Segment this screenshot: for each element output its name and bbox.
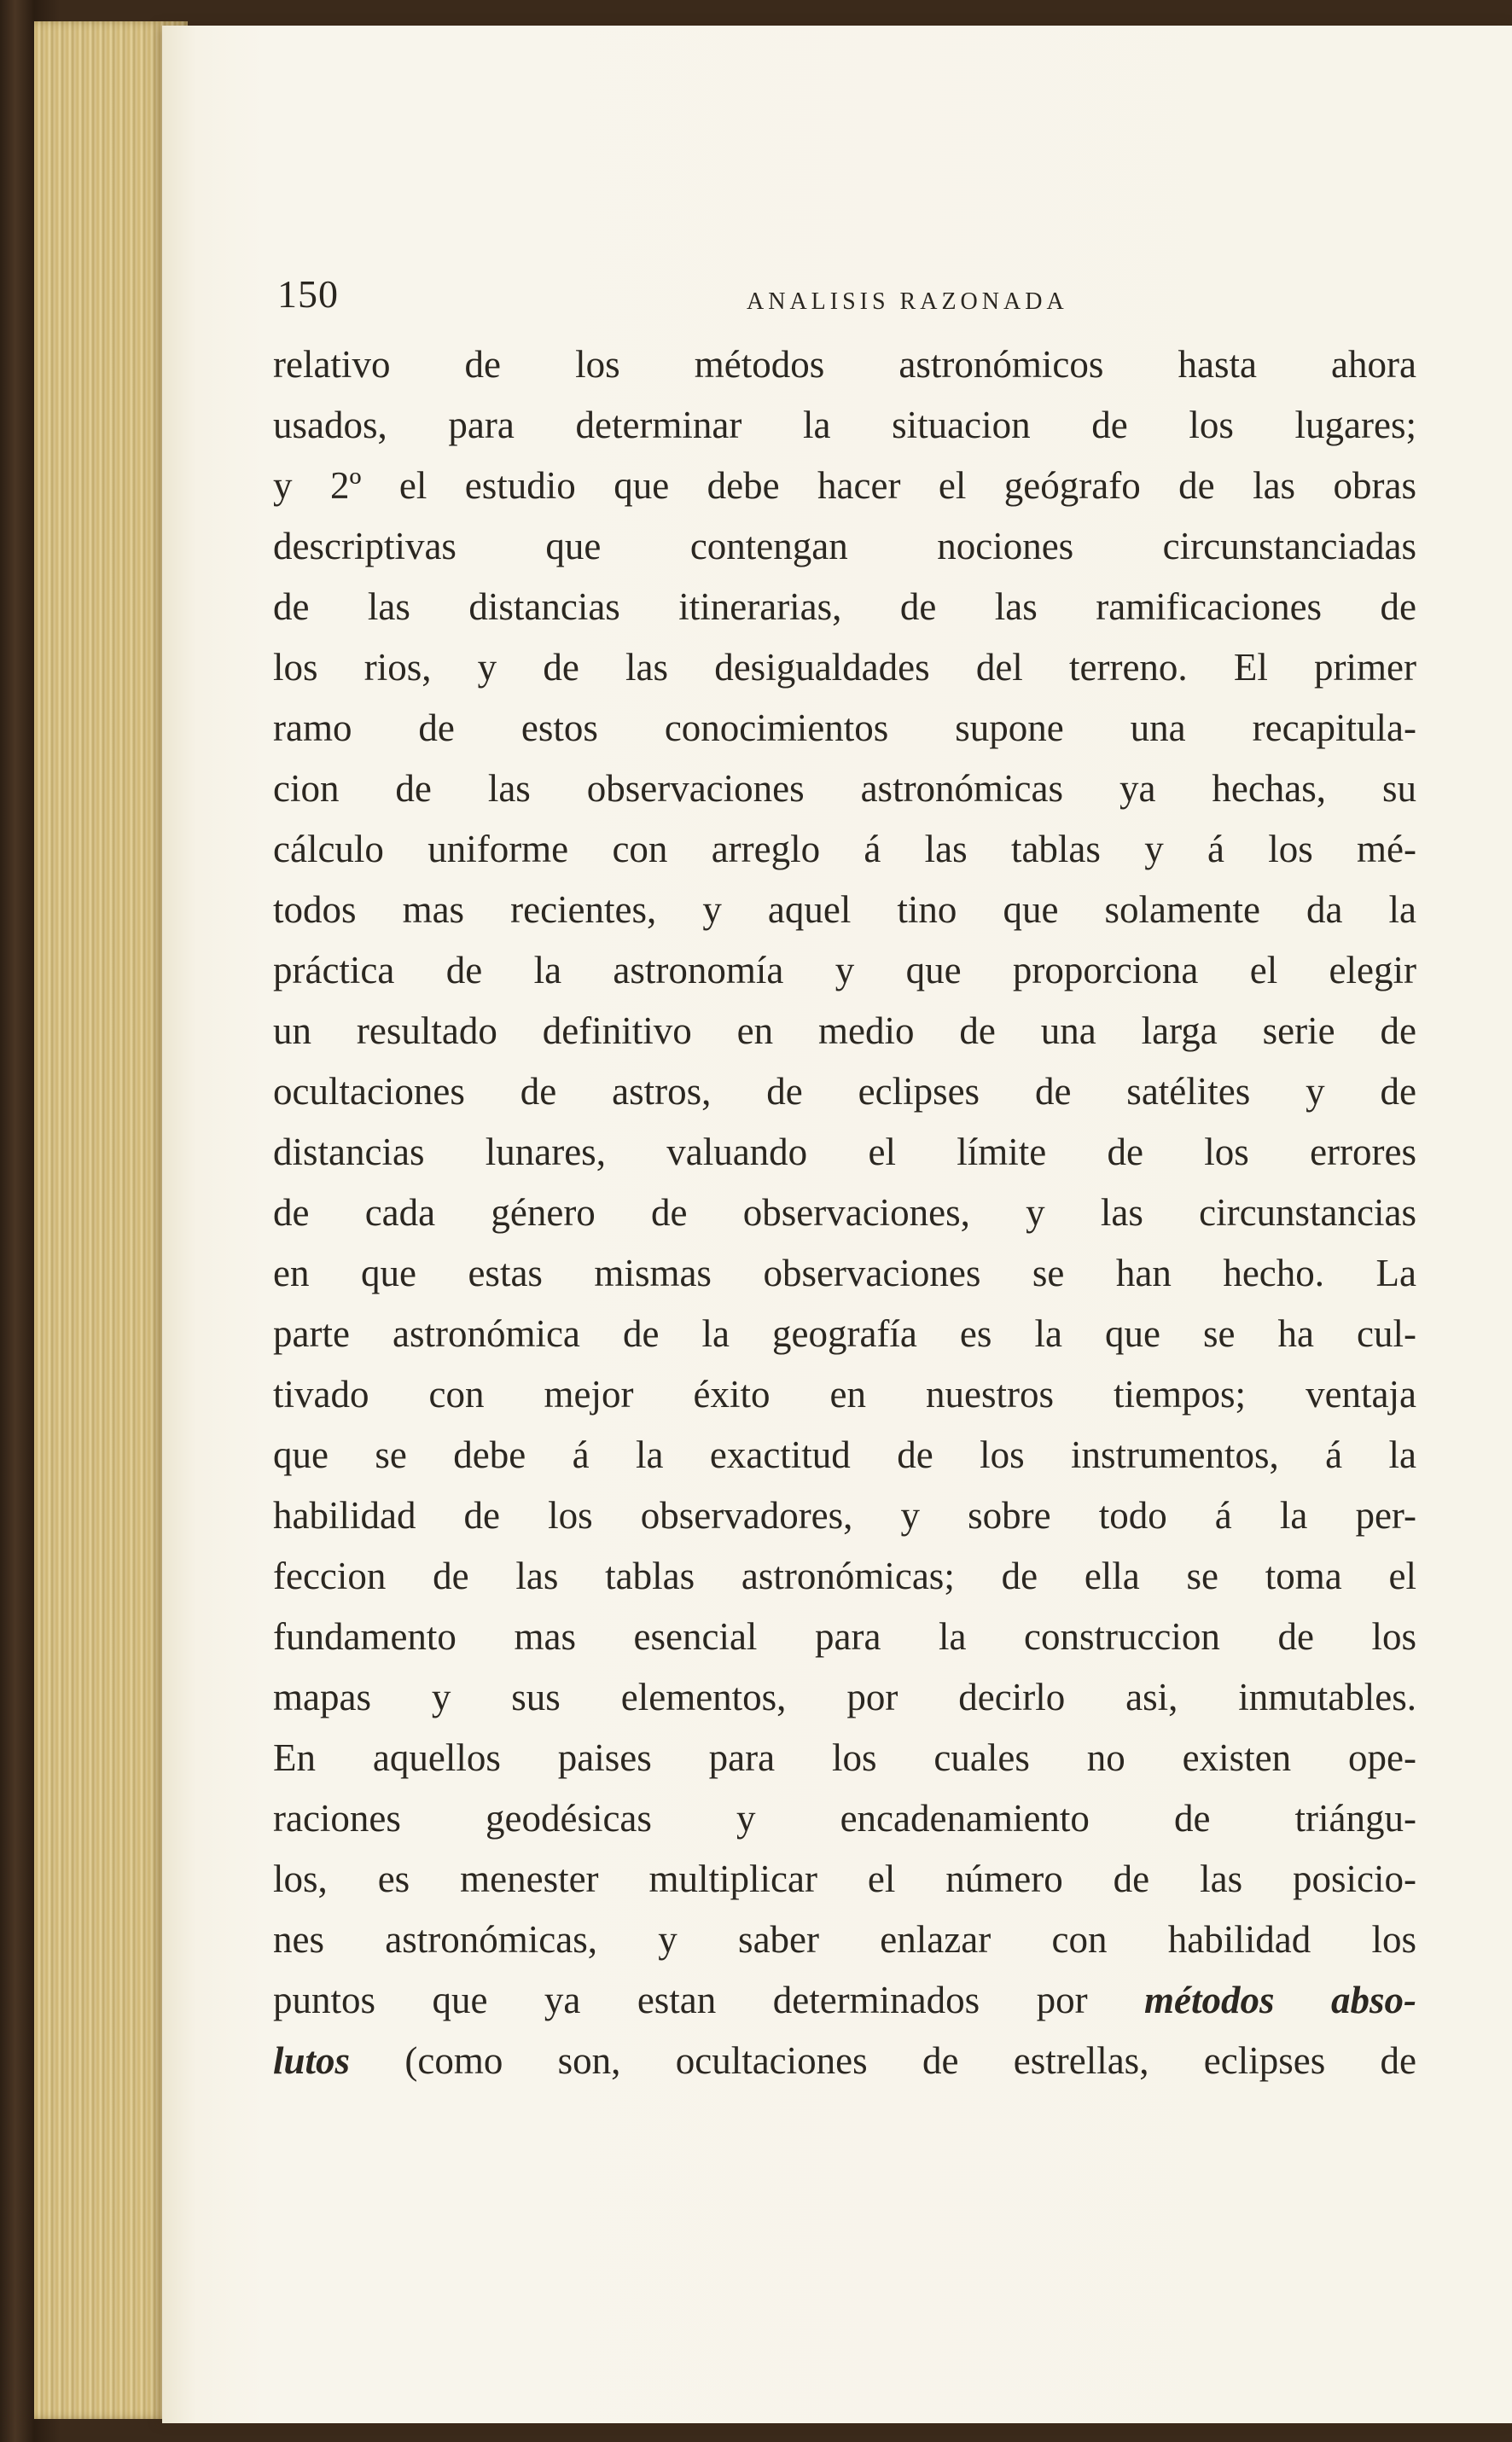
running-title: ANALISIS RAZONADA: [747, 288, 1068, 315]
text-line: los rios, y de las desigualdades del terreno. El primer: [273, 646, 1416, 689]
italic-term: métodos abso-: [1144, 1979, 1416, 2021]
text-line: práctica de la astronomía y que proporciona el elegir: [273, 949, 1416, 991]
text-line: feccion de las tablas astronómicas; de ella se toma el: [273, 1555, 1416, 1597]
text-segment: (como son, ocultaciones de estrellas, eclipses de: [350, 2039, 1416, 2082]
text-line: mapas y sus elementos, por decirlo asi, inmutables.: [273, 1676, 1416, 1718]
text-line: cálculo uniforme con arreglo á las tablas y á los mé-: [273, 828, 1416, 870]
text-line: ocultaciones de astros, de eclipses de satélites y de: [273, 1070, 1416, 1113]
text-line: [273, 2031, 1416, 2091]
text-line: usados, para determinar la situacion de los lugares;: [273, 404, 1416, 446]
text-line: distancias lunares, valuando el límite de los errores: [273, 1131, 1416, 1173]
text-line: raciones geodésicas y encadenamiento de triángu-: [273, 1797, 1416, 1840]
text-line: los, es menester multiplicar el número de las posicio-: [273, 1858, 1416, 1900]
text-line: habilidad de los observadores, y sobre todo á la per-: [273, 1494, 1416, 1537]
text-line: ramo de estos conocimientos supone una recapitula-: [273, 706, 1416, 749]
text-line: todos mas recientes, y aquel tino que solamente da la: [273, 888, 1416, 931]
text-segment: puntos que ya estan determinados por: [273, 1979, 1145, 2021]
body-text: [273, 334, 1416, 2091]
text-line: tivado con mejor éxito en nuestros tiempos; ventaja: [273, 1373, 1416, 1416]
text-line: descriptivas que contengan nociones circunstanciadas: [273, 525, 1416, 567]
text-line: parte astronómica de la geografía es la que se ha cul-: [273, 1312, 1416, 1355]
text-line: [273, 1970, 1416, 2031]
text-line: nes astronómicas, y saber enlazar con habilidad los: [273, 1918, 1416, 1961]
text-line: relativo de los métodos astronómicos hasta ahora: [273, 343, 1416, 386]
text-line: un resultado definitivo en medio de una larga serie de: [273, 1009, 1416, 1052]
text-line: fundamento mas esencial para la construccion de los: [273, 1615, 1416, 1658]
text-line: En aquellos paises para los cuales no existen ope-: [273, 1736, 1416, 1779]
text-line: que se debe á la exactitud de los instrumentos, á la: [273, 1433, 1416, 1476]
text-line: de cada género de observaciones, y las circunstancias: [273, 1191, 1416, 1234]
italic-term: lutos: [273, 2039, 351, 2082]
page-number: 150: [277, 272, 339, 316]
text-line: y 2º el estudio que debe hacer el geógrafo de las obras: [273, 464, 1416, 507]
text-line: cion de las observaciones astronómicas ya hechas, su: [273, 767, 1416, 810]
text-line: de las distancias itinerarias, de las ramificaciones de: [273, 585, 1416, 628]
page-header: [277, 271, 1131, 323]
text-line: en que estas mismas observaciones se han hecho. La: [273, 1252, 1416, 1294]
